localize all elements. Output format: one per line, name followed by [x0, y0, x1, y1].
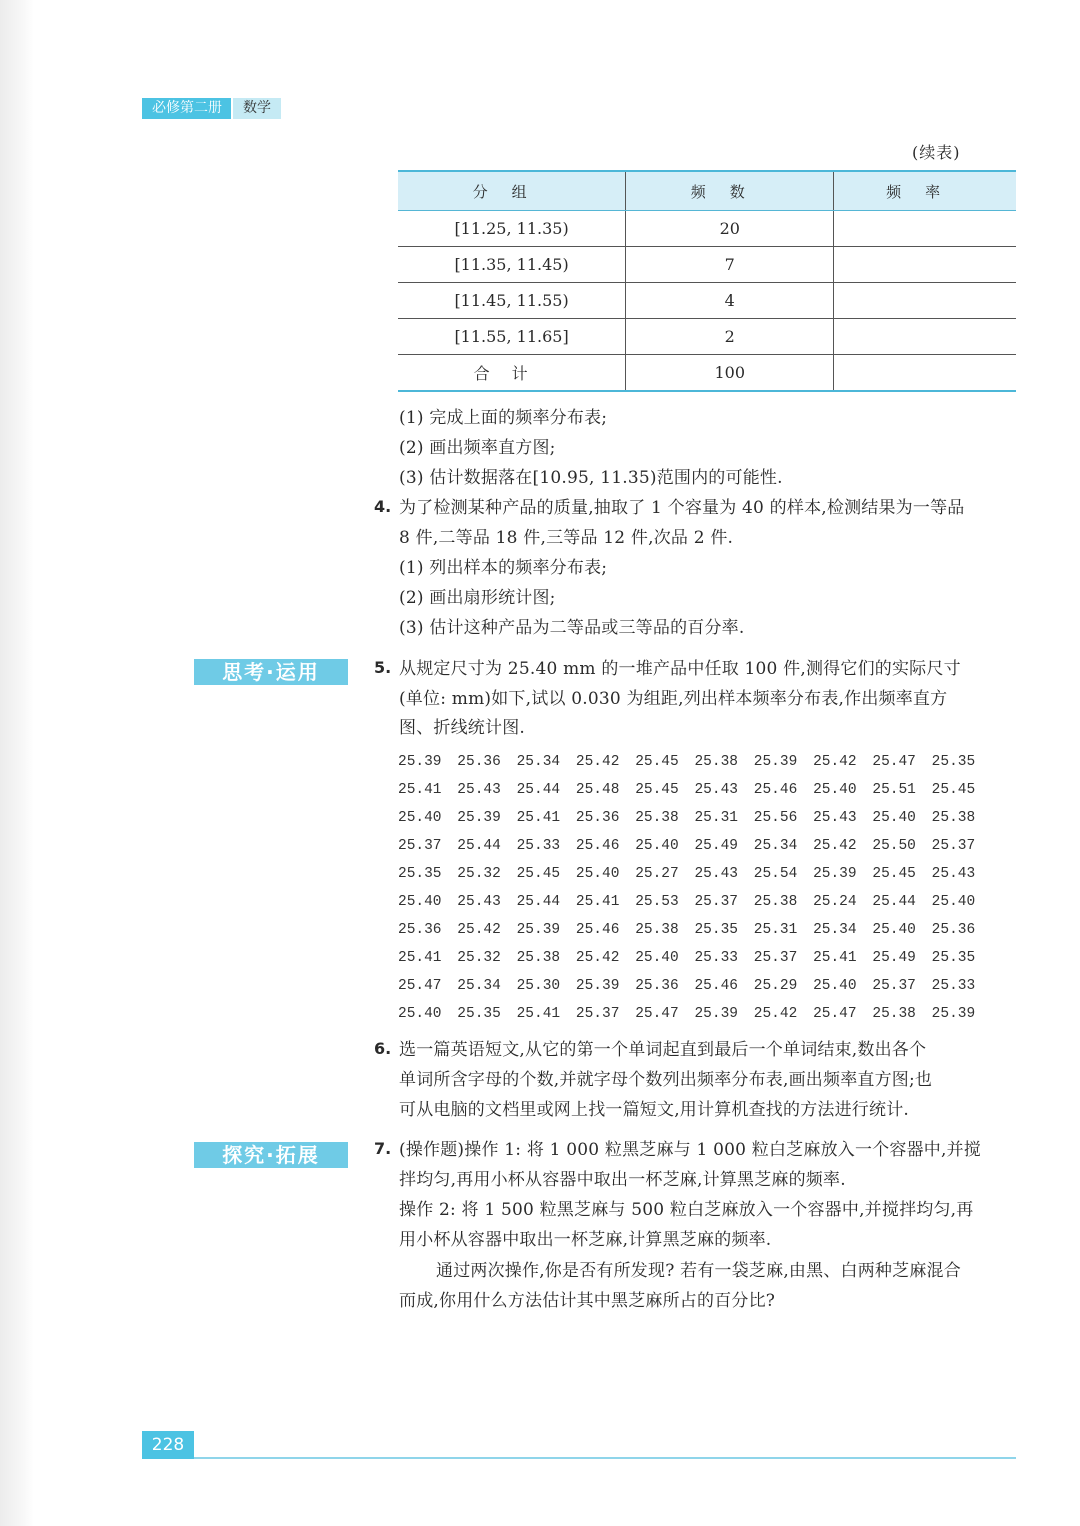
data-value: 25.44 — [457, 838, 501, 854]
q7-number: 7. — [374, 1139, 392, 1158]
data-value: 25.47 — [813, 1006, 857, 1022]
q7-line-3: 操作 2: 将 1 500 粒黑芝麻与 500 粒白芝麻放入一个容器中,并搅拌均匀,再 — [399, 1200, 974, 1220]
data-value: 25.41 — [813, 950, 857, 966]
cell-total-label: 合计 — [398, 355, 626, 392]
data-value: 25.40 — [931, 894, 976, 910]
cell-group: [11.25, 11.35) — [398, 211, 626, 247]
data-value: 25.34 — [813, 922, 857, 938]
data-value: 25.42 — [813, 754, 857, 770]
data-row — [398, 1000, 1018, 1028]
data-value: 25.35 — [398, 866, 442, 882]
cell-total-frequency — [834, 355, 1016, 392]
data-value: 25.40 — [813, 782, 857, 798]
q7-line-2: 拌均匀,再用小杯从容器中取出一杯芝麻,计算黑芝麻的频率. — [399, 1170, 846, 1190]
data-value: 25.37 — [872, 978, 916, 994]
table-row — [398, 247, 1016, 283]
data-row — [398, 748, 1018, 776]
q4-part-3: (3) 估计这种产品为二等品或三等品的百分率. — [399, 618, 745, 638]
data-value: 25.40 — [398, 810, 442, 826]
data-value: 25.46 — [694, 978, 738, 994]
q3-part-3: (3) 估计数据落在[10.95, 11.35)范围内的可能性. — [399, 468, 783, 488]
data-value: 25.37 — [694, 894, 738, 910]
data-value: 25.43 — [457, 782, 501, 798]
data-value: 25.45 — [872, 866, 916, 882]
measurement-data-grid — [398, 748, 1018, 1028]
data-value: 25.43 — [931, 866, 976, 882]
section-tag-thinking: 思考·运用 — [194, 659, 348, 685]
data-value: 25.40 — [398, 894, 442, 910]
data-value: 25.56 — [753, 810, 798, 826]
data-value: 25.33 — [516, 838, 561, 854]
data-value: 25.49 — [872, 950, 916, 966]
data-value: 25.39 — [931, 1006, 976, 1022]
cell-count: 7 — [626, 247, 834, 283]
data-value: 25.35 — [931, 950, 976, 966]
q7-line-5: 通过两次操作,你是否有所发现? 若有一袋芝麻,由黑、白两种芝麻混合 — [436, 1261, 961, 1281]
data-value: 25.43 — [694, 866, 738, 882]
data-value: 25.35 — [457, 1006, 501, 1022]
q3-part-1: (1) 完成上面的频率分布表; — [399, 408, 608, 428]
data-value: 25.41 — [516, 810, 561, 826]
data-value: 25.31 — [753, 922, 798, 938]
q6-line-1: 选一篇英语短文,从它的第一个单词起直到最后一个单词结束,数出各个 — [399, 1040, 927, 1060]
q4-line-1: 为了检测某种产品的质量,抽取了 1 个容量为 40 的样本,检测结果为一等品 — [399, 498, 965, 518]
running-header — [142, 98, 281, 119]
data-value: 25.47 — [398, 978, 442, 994]
data-value: 25.47 — [635, 1006, 679, 1022]
q4-number: 4. — [374, 497, 392, 516]
data-value: 25.40 — [398, 1006, 442, 1022]
q5-line-3: 图、折线统计图. — [399, 718, 526, 738]
cell-total-count: 100 — [626, 355, 834, 392]
book-title: 必修第二册 — [142, 98, 231, 119]
data-value: 25.32 — [457, 950, 501, 966]
data-value: 25.38 — [635, 922, 679, 938]
footer-rule — [194, 1457, 1016, 1459]
data-value: 25.48 — [575, 782, 620, 798]
q4-part-1: (1) 列出样本的频率分布表; — [399, 558, 608, 578]
data-value: 25.40 — [635, 838, 679, 854]
data-value: 25.33 — [931, 978, 976, 994]
table-continued-note: (续表) — [912, 143, 961, 162]
data-value: 25.40 — [813, 978, 857, 994]
q6-line-3: 可从电脑的文档里或网上找一篇短文,用计算机查找的方法进行统计. — [399, 1100, 910, 1120]
header-frequency: 频率 — [834, 171, 1016, 211]
data-value: 25.27 — [635, 866, 679, 882]
data-value: 25.38 — [516, 950, 561, 966]
data-value: 25.42 — [753, 1006, 798, 1022]
data-value: 25.39 — [516, 922, 561, 938]
data-value: 25.39 — [813, 866, 857, 882]
q7-line-6: 而成,你用什么方法估计其中黑芝麻所占的百分比? — [399, 1291, 776, 1311]
data-value: 25.42 — [813, 838, 857, 854]
data-value: 25.36 — [635, 978, 679, 994]
q5-line-1: 从规定尺寸为 25.40 mm 的一堆产品中任取 100 件,测得它们的实际尺寸 — [399, 659, 961, 679]
data-value: 25.36 — [575, 810, 620, 826]
q4-part-2: (2) 画出扇形统计图; — [399, 588, 556, 608]
data-value: 25.45 — [931, 782, 976, 798]
data-value: 25.37 — [931, 838, 976, 854]
data-value: 25.37 — [575, 1006, 620, 1022]
data-value: 25.38 — [635, 810, 679, 826]
q7-line-1: (操作题)操作 1: 将 1 000 粒黑芝麻与 1 000 粒白芝麻放入一个容器中,并搅 — [399, 1140, 981, 1160]
data-row — [398, 888, 1018, 916]
data-value: 25.39 — [398, 754, 442, 770]
data-value: 25.35 — [694, 922, 738, 938]
header-group: 分组 — [398, 171, 626, 211]
data-value: 25.39 — [753, 754, 798, 770]
data-value: 25.54 — [753, 866, 798, 882]
data-value: 25.36 — [931, 922, 976, 938]
data-value: 25.43 — [813, 810, 857, 826]
data-value: 25.44 — [516, 782, 561, 798]
data-value: 25.35 — [931, 754, 976, 770]
data-value: 25.41 — [516, 1006, 561, 1022]
data-value: 25.31 — [694, 810, 738, 826]
data-value: 25.32 — [457, 866, 501, 882]
data-value: 25.43 — [694, 782, 738, 798]
q5-number: 5. — [374, 658, 392, 677]
data-value: 25.47 — [872, 754, 916, 770]
q4-line-2: 8 件,二等品 18 件,三等品 12 件,次品 2 件. — [399, 528, 734, 548]
data-value: 25.36 — [398, 922, 442, 938]
cell-group: [11.55, 11.65] — [398, 319, 626, 355]
data-value: 25.37 — [753, 950, 798, 966]
cell-count: 20 — [626, 211, 834, 247]
data-value: 25.44 — [872, 894, 916, 910]
table-header-row — [398, 171, 1016, 211]
data-value: 25.38 — [872, 1006, 916, 1022]
subject-label: 数学 — [233, 98, 281, 119]
frequency-table — [398, 170, 1016, 392]
table-row — [398, 283, 1016, 319]
data-value: 25.30 — [516, 978, 561, 994]
q3-part-2: (2) 画出频率直方图; — [399, 438, 556, 458]
data-value: 25.45 — [516, 866, 561, 882]
cell-count: 4 — [626, 283, 834, 319]
data-value: 25.42 — [575, 754, 620, 770]
data-value: 25.41 — [398, 782, 442, 798]
table-row — [398, 319, 1016, 355]
cell-group: [11.35, 11.45) — [398, 247, 626, 283]
data-value: 25.39 — [575, 978, 620, 994]
data-value: 25.37 — [398, 838, 442, 854]
cell-count: 2 — [626, 319, 834, 355]
cell-frequency — [834, 211, 1016, 247]
data-value: 25.51 — [872, 782, 916, 798]
cell-frequency — [834, 319, 1016, 355]
data-value: 25.34 — [457, 978, 501, 994]
cell-frequency — [834, 247, 1016, 283]
q6-line-2: 单词所含字母的个数,并就字母个数列出频率分布表,画出频率直方图;也 — [399, 1070, 933, 1090]
data-value: 25.42 — [575, 950, 620, 966]
data-value: 25.41 — [398, 950, 442, 966]
data-value: 25.49 — [694, 838, 738, 854]
data-value: 25.34 — [753, 838, 798, 854]
data-row — [398, 972, 1018, 1000]
data-value: 25.42 — [457, 922, 501, 938]
data-row — [398, 944, 1018, 972]
data-row — [398, 776, 1018, 804]
data-value: 25.39 — [457, 810, 501, 826]
data-value: 25.39 — [694, 1006, 738, 1022]
section-tag-explore: 探究·拓展 — [194, 1142, 348, 1168]
cell-group: [11.45, 11.55) — [398, 283, 626, 319]
data-row — [398, 832, 1018, 860]
cell-frequency — [834, 283, 1016, 319]
data-value: 25.40 — [872, 922, 916, 938]
data-value: 25.50 — [872, 838, 916, 854]
q5-line-2: (单位: mm)如下,试以 0.030 为组距,列出样本频率分布表,作出频率直方 — [399, 689, 948, 709]
data-value: 25.46 — [753, 782, 798, 798]
table-total-row — [398, 355, 1016, 392]
page-number: 228 — [142, 1431, 194, 1459]
data-value: 25.46 — [575, 838, 620, 854]
table-row — [398, 211, 1016, 247]
q7-line-4: 用小杯从容器中取出一杯芝麻,计算黑芝麻的频率. — [399, 1230, 772, 1250]
data-value: 25.45 — [635, 782, 679, 798]
data-value: 25.40 — [575, 866, 620, 882]
data-value: 25.38 — [694, 754, 738, 770]
book-spine-shadow — [0, 0, 34, 1526]
data-value: 25.44 — [516, 894, 561, 910]
data-value: 25.33 — [694, 950, 738, 966]
data-value: 25.38 — [753, 894, 798, 910]
data-value: 25.24 — [813, 894, 857, 910]
data-row — [398, 916, 1018, 944]
data-value: 25.38 — [931, 810, 976, 826]
data-value: 25.40 — [635, 950, 679, 966]
data-value: 25.40 — [872, 810, 916, 826]
header-count: 频数 — [626, 171, 834, 211]
data-row — [398, 804, 1018, 832]
data-value: 25.36 — [457, 754, 501, 770]
data-value: 25.29 — [753, 978, 798, 994]
data-value: 25.46 — [575, 922, 620, 938]
data-value: 25.43 — [457, 894, 501, 910]
data-value: 25.41 — [575, 894, 620, 910]
data-row — [398, 860, 1018, 888]
data-value: 25.53 — [635, 894, 679, 910]
data-value: 25.34 — [516, 754, 561, 770]
q6-number: 6. — [374, 1039, 392, 1058]
data-value: 25.45 — [635, 754, 679, 770]
